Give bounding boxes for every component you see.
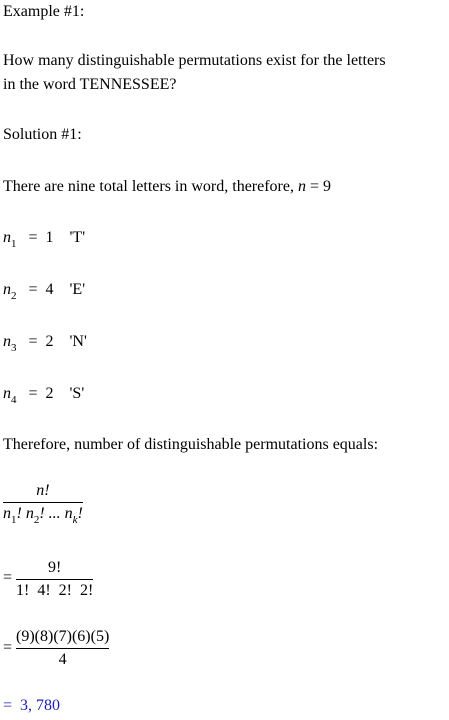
count-var: n [3, 385, 11, 402]
count-letter: 'N' [69, 333, 87, 350]
general-formula [3, 482, 83, 524]
count-eq: = [28, 333, 38, 350]
count-subscript: 1 [11, 238, 17, 250]
step2-numerator: (9)(8)(7)(6)(5) [16, 628, 110, 645]
count-row-2 [3, 280, 85, 301]
total-value: 9 [323, 178, 332, 195]
count-subscript: 3 [11, 342, 17, 354]
example-heading: Example #1: [3, 3, 85, 20]
count-var: n [3, 229, 11, 246]
count-subscript: 2 [11, 290, 17, 302]
den-var: n [64, 505, 73, 522]
solution-heading: Solution #1: [3, 126, 82, 143]
den-fact: ! [16, 505, 26, 522]
count-value: 4 [45, 281, 54, 298]
step1-eq: = [3, 569, 13, 586]
den-sub: 2 [33, 514, 40, 526]
count-var: n [3, 281, 11, 298]
total-var: n [297, 178, 306, 195]
step2-denominator: 4 [58, 651, 67, 668]
count-letter: 'S' [69, 385, 85, 402]
step1-fraction [16, 559, 93, 600]
question-line-2: in the word TENNESSEE? [3, 76, 177, 93]
count-eq: = [28, 281, 38, 298]
count-eq: = [28, 385, 38, 402]
count-eq: = [28, 229, 38, 246]
fraction-bar [16, 648, 109, 649]
den-sub: k [72, 514, 78, 526]
count-value: 2 [45, 333, 54, 350]
total-letters-statement [3, 177, 331, 197]
count-subscript: 4 [11, 394, 17, 406]
count-row-1 [3, 228, 85, 249]
count-value: 2 [45, 385, 54, 402]
den-fact: ! ... [39, 505, 65, 522]
step1-numerator: 9! [47, 559, 62, 576]
count-row-4 [3, 384, 84, 405]
formula-numerator: n! [36, 482, 50, 499]
total-sentence: There are nine total letters in word, therefore, [3, 178, 294, 195]
total-eq-sign: = [305, 178, 324, 195]
final-result: = 3, 780 [3, 697, 61, 714]
count-letter: 'E' [69, 281, 86, 298]
step2-fraction [16, 628, 109, 669]
den-fact: ! [77, 505, 83, 522]
count-letter: 'T' [69, 229, 86, 246]
question-line-1: How many distinguishable permutations exist for the letters [3, 52, 386, 69]
den-var: n [25, 505, 34, 522]
fraction-bar [16, 579, 93, 580]
den-sub: 1 [11, 514, 17, 526]
count-var: n [3, 333, 11, 350]
step2-eq: = [3, 639, 13, 656]
therefore-sentence: Therefore, number of distinguishable permutations equals: [3, 436, 379, 453]
step1-denominator: 1! 4! 2! 2! [16, 582, 94, 599]
formula-denominator [3, 505, 83, 524]
count-value: 1 [45, 229, 54, 246]
fraction-bar [3, 502, 83, 503]
den-var: n [3, 505, 11, 522]
count-row-3 [3, 332, 87, 353]
